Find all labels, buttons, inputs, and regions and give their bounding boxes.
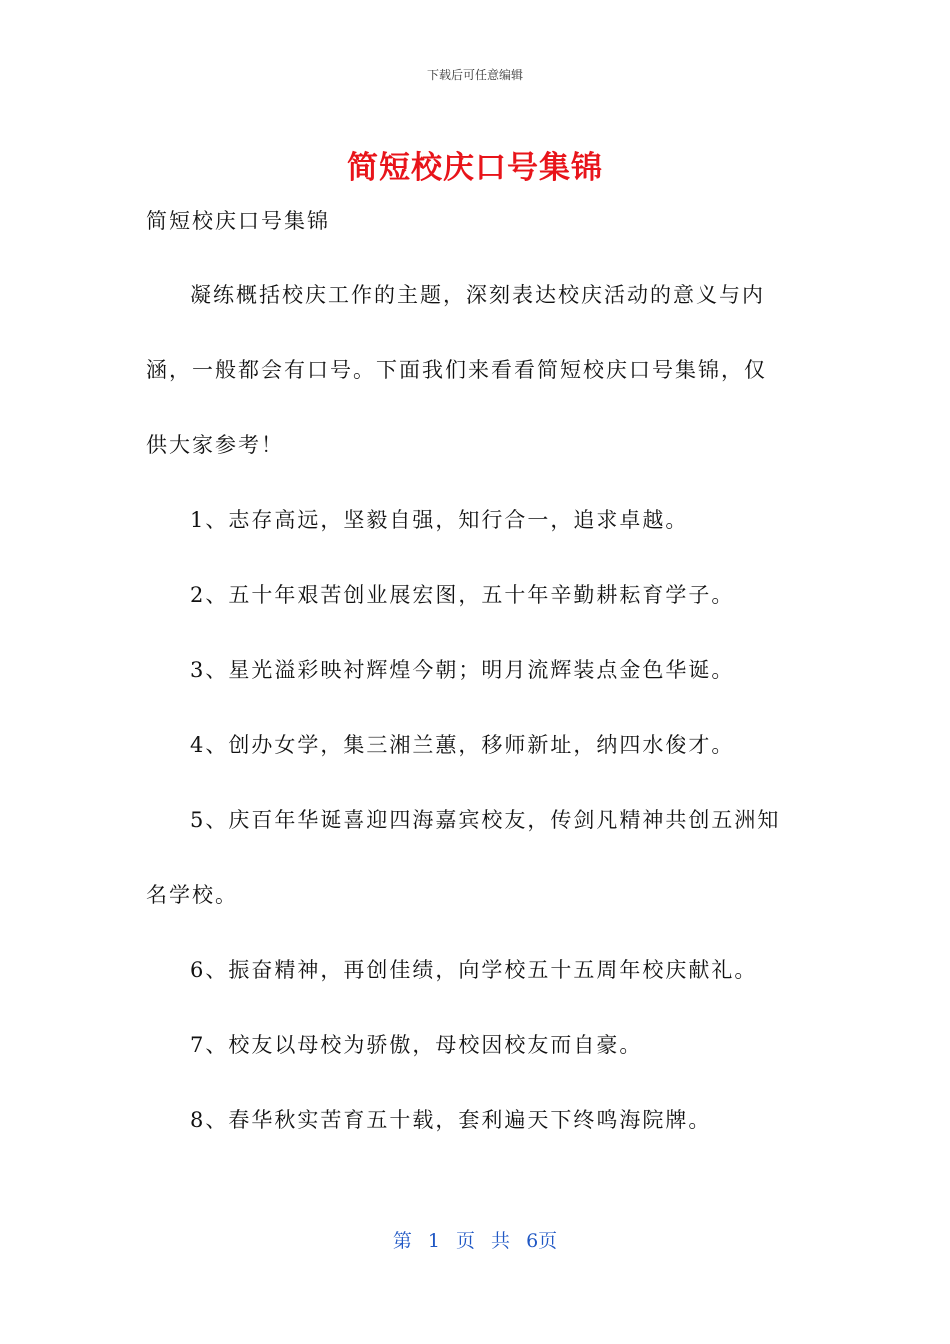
document-body <box>146 204 806 1178</box>
page-header-note: 下载后可任意编辑 <box>426 68 523 82</box>
document-subtitle: 简短校庆口号集锦 <box>146 209 330 233</box>
slogan-item: 2、五十年艰苦创业展宏图，五十年辛勤耕耘育学子。 <box>190 583 735 607</box>
intro-line: 涵，一般都会有口号。下面我们来看看简短校庆口号集锦，仅 <box>146 358 767 382</box>
slogan-item: 8、春华秋实苦育五十载，套利遍天下终鸣海院牌。 <box>190 1108 712 1132</box>
page-indicator: 第 1 页 共 6页 <box>392 1230 558 1252</box>
slogan-item: 1、志存高远，坚毅自强，知行合一，追求卓越。 <box>190 508 689 532</box>
slogan-item: 4、创办女学，集三湘兰蕙，移师新址，纳四水俊才。 <box>190 733 735 757</box>
slogan-item: 5、庆百年华诞喜迎四海嘉宾校友，传剑凡精神共创五洲知 <box>190 808 781 832</box>
intro-line: 供大家参考！ <box>146 433 284 457</box>
document-title: 简短校庆口号集锦 <box>347 150 603 186</box>
slogan-item: 3、星光溢彩映衬辉煌今朝；明月流辉装点金色华诞。 <box>190 658 735 682</box>
slogan-item: 6、振奋精神，再创佳绩，向学校五十五周年校庆献礼。 <box>190 958 758 982</box>
slogan-item-continuation: 名学校。 <box>146 883 238 907</box>
slogan-item: 7、校友以母校为骄傲，母校因校友而自豪。 <box>190 1033 643 1057</box>
intro-line: 凝练概括校庆工作的主题，深刻表达校庆活动的意义与内 <box>190 283 765 307</box>
